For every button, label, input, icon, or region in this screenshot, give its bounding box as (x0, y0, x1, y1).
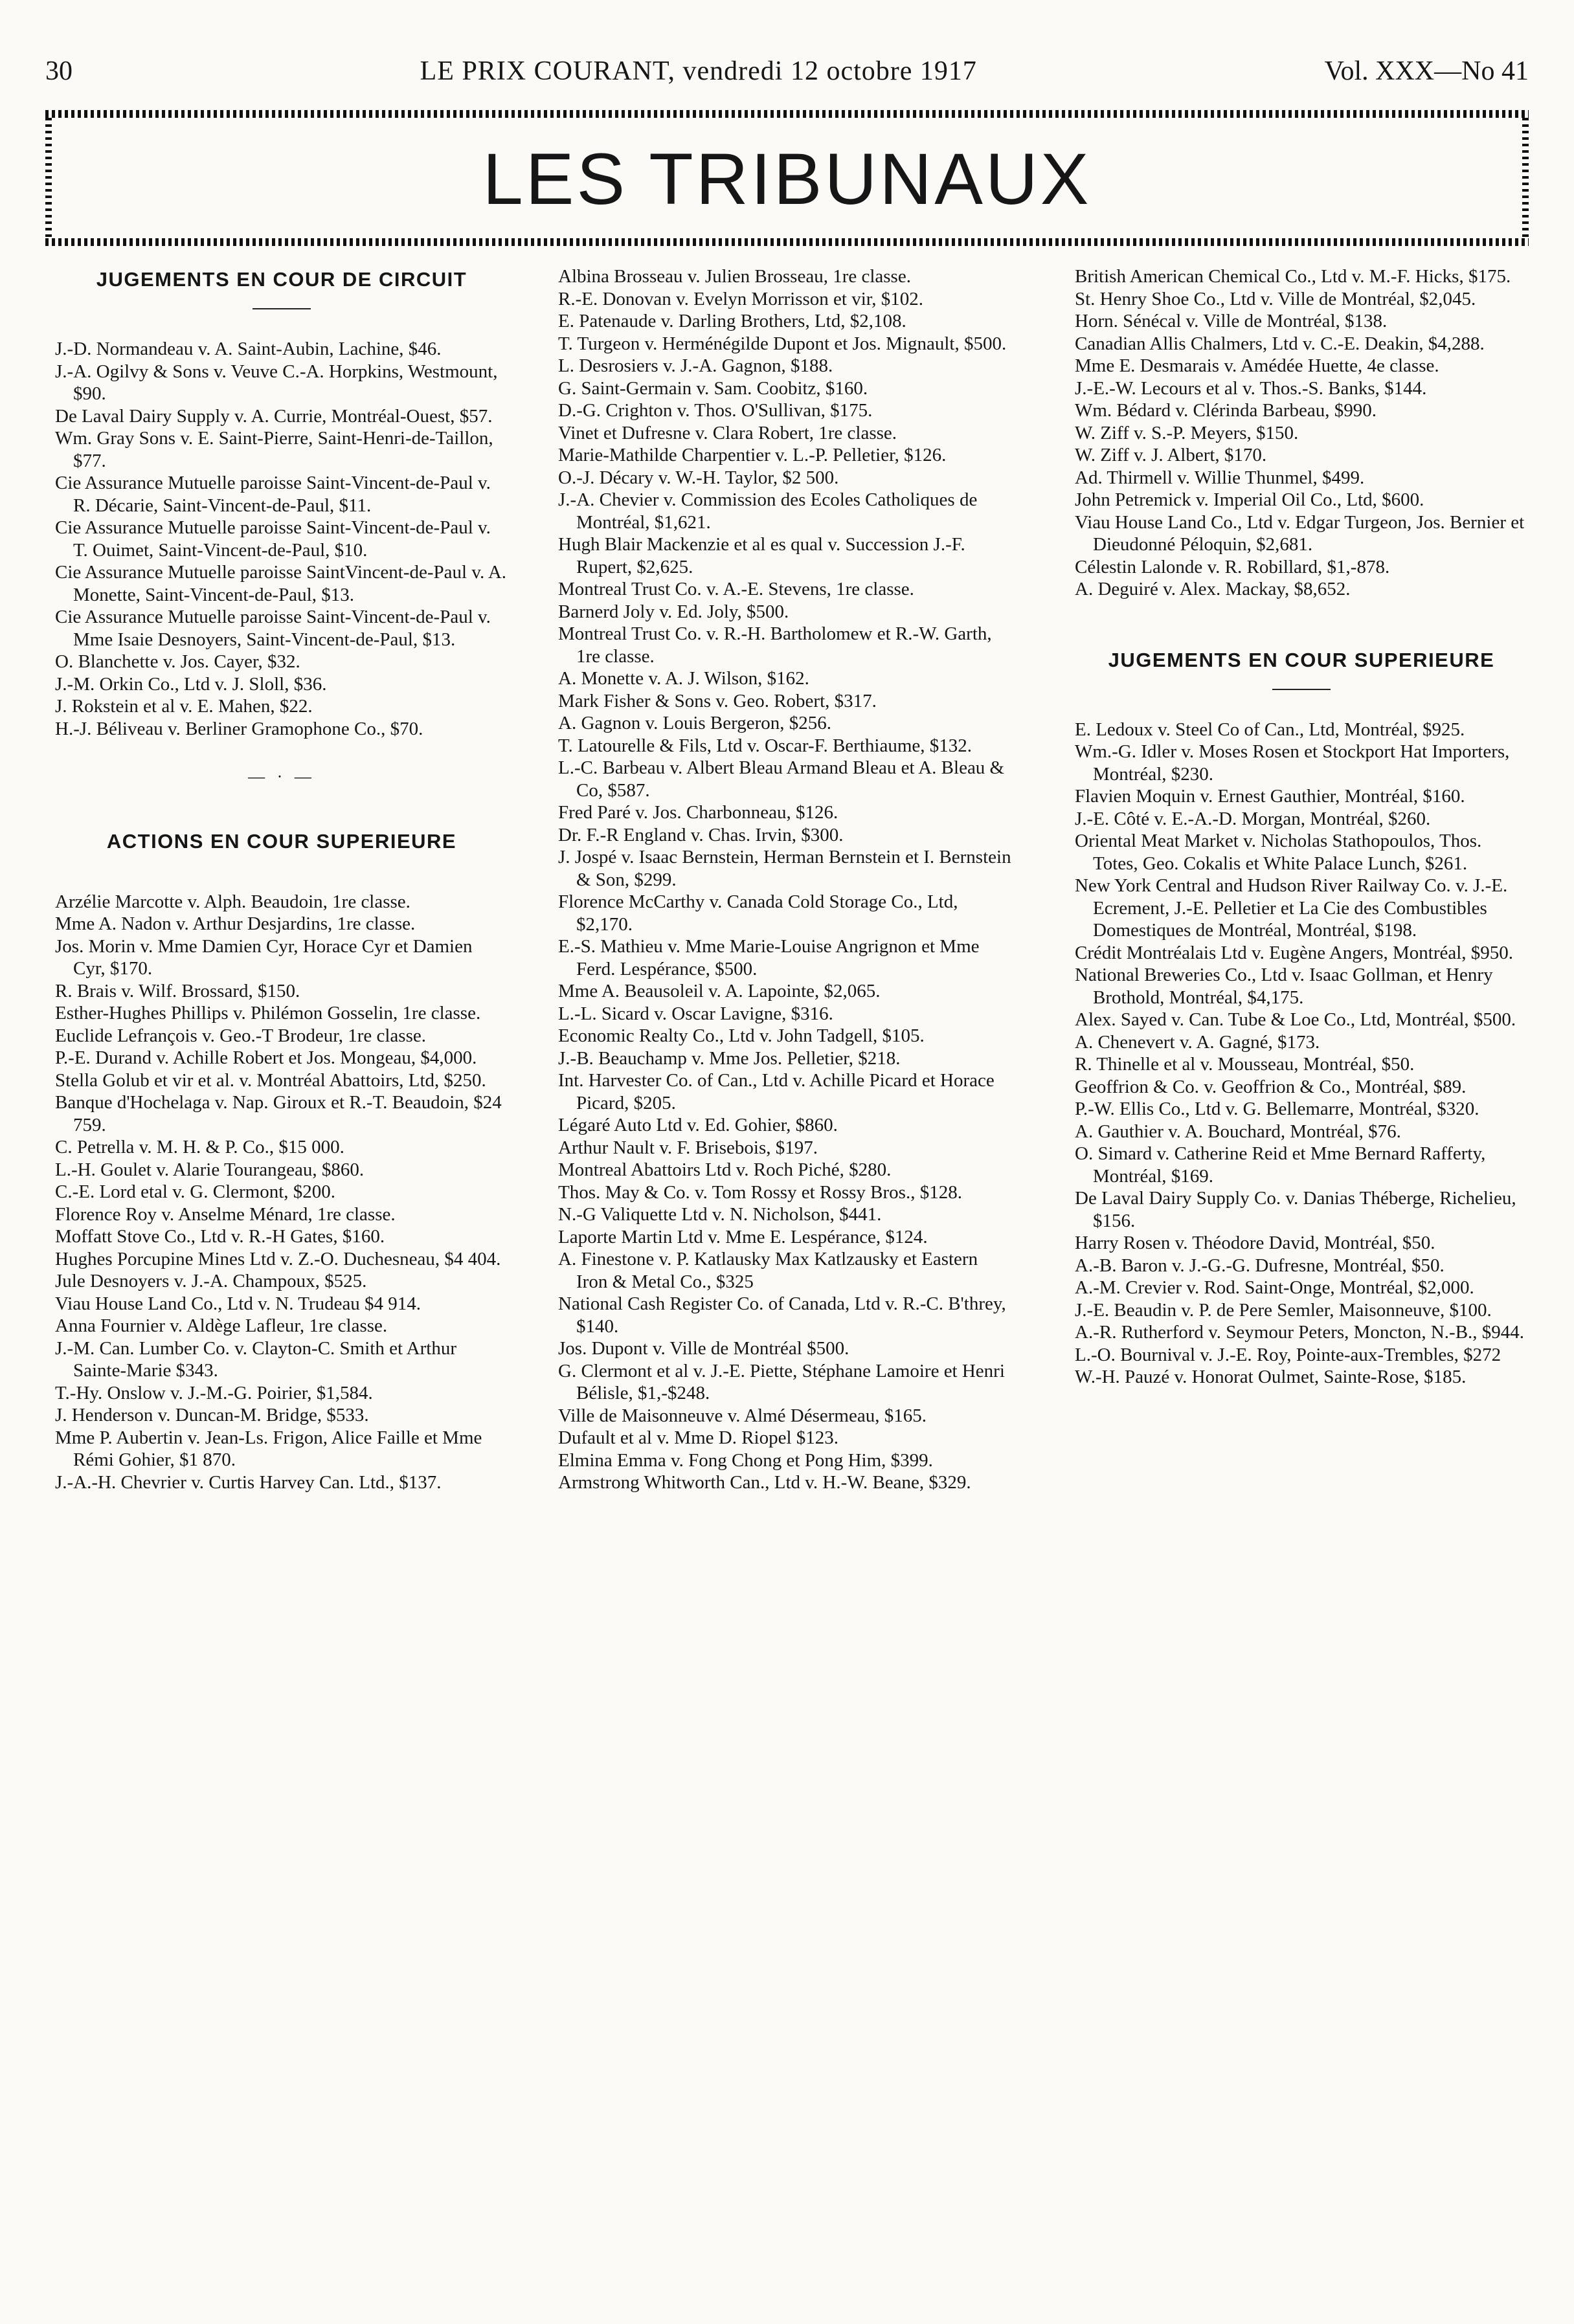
case-entry: Cie Assurance Mutuelle paroisse SaintVincent-de-Paul v. A. Monette, Saint-Vincent-de-Paul, $13. (55, 562, 507, 605)
case-entry: Florence McCarthy v. Canada Cold Storage Co., Ltd, $2,170. (558, 891, 958, 935)
case-entry: Mme P. Aubertin v. Jean-Ls. Frigon, Alice Faille et Mme Rémi Gohier, $1 870. (55, 1427, 482, 1470)
case-entry: P.-W. Ellis Co., Ltd v. G. Bellemarre, Montréal, $320. (1075, 1099, 1479, 1119)
case-entry: J.-A. Chevier v. Commission des Ecoles Catholiques de Montréal, $1,621. (558, 489, 978, 533)
case-entry: Crédit Montréalais Ltd v. Eugène Angers, Montréal, $950. (1075, 942, 1514, 963)
running-header (45, 52, 1529, 91)
case-entry: L.-L. Sicard v. Oscar Lavigne, $316. (558, 1003, 833, 1024)
case-entry: Jos. Dupont v. Ville de Montréal $500. (558, 1338, 849, 1359)
publication-title: LE PRIX COURANT, vendredi 12 octobre 1917 (420, 56, 977, 86)
case-entry: P.-E. Durand v. Achille Robert et Jos. Mongeau, $4,000. (55, 1047, 477, 1068)
case-entry: John Petremick v. Imperial Oil Co., Ltd, $600. (1075, 489, 1424, 510)
case-entry: R. Brais v. Wilf. Brossard, $150. (55, 980, 300, 1001)
case-entry: Canadian Allis Chalmers, Ltd v. C.-E. Deakin, $4,288. (1075, 333, 1485, 354)
case-entry: E.-S. Mathieu v. Mme Marie-Louise Angrignon et Mme Ferd. Lespérance, $500. (558, 936, 980, 979)
case-entry: C. Petrella v. M. H. & P. Co., $15 000. (55, 1137, 344, 1157)
case-entry: J. Henderson v. Duncan-M. Bridge, $533. (55, 1405, 369, 1425)
volume-number: Vol. XXX—No 41 (1324, 56, 1529, 86)
case-entry: Anna Fournier v. Aldège Lafleur, 1re classe. (55, 1315, 388, 1336)
case-entry: Cie Assurance Mutuelle paroisse Saint-Vincent-de-Paul v. R. Décarie, Saint-Vincent-de-Paul, $11. (55, 473, 491, 516)
circuit-judgments-list (55, 338, 508, 740)
case-entry: Mme A. Beausoleil v. A. Lapointe, $2,065. (558, 981, 881, 1001)
case-entry: J.-E. Beaudin v. P. de Pere Semler, Maisonneuve, $100. (1075, 1299, 1492, 1321)
case-entry: H.-J. Béliveau v. Berliner Gramophone Co., $70. (55, 718, 423, 739)
ornamental-rule-bottom (45, 238, 1529, 246)
case-entry: Elmina Emma v. Fong Chong et Pong Him, $399. (558, 1449, 933, 1471)
case-entry: Moffatt Stove Co., Ltd v. R.-H Gates, $160. (55, 1226, 385, 1247)
case-entry: J.-A.-H. Chevrier v. Curtis Harvey Can. Ltd., $137. (55, 1471, 442, 1493)
case-entry: Euclide Lefrançois v. Geo.-T Brodeur, 1re classe. (55, 1025, 426, 1046)
case-entry: R. Thinelle et al v. Mousseau, Montréal, $50. (1075, 1054, 1415, 1075)
case-entry: A. Deguiré v. Alex. Mackay, $8,652. (1075, 579, 1351, 599)
case-entry: L. Desrosiers v. J.-A. Gagnon, $188. (558, 355, 833, 376)
case-entry: W.-H. Pauzé v. Honorat Oulmet, Sainte-Rose, $185. (1075, 1367, 1467, 1387)
case-entry: Armstrong Whitworth Can., Ltd v. H.-W. Beane, $329. (558, 1472, 971, 1493)
case-entry: G. Clermont et al v. J.-E. Piette, Stéphane Lamoire et Henri Bélisle, $1,-$248. (558, 1360, 1005, 1403)
case-entry: Wm. Bédard v. Clérinda Barbeau, $990. (1075, 400, 1377, 421)
case-entry: Dufault et al v. Mme D. Riopel $123. (558, 1427, 839, 1448)
case-entry: St. Henry Shoe Co., Ltd v. Ville de Montréal, $2,045. (1075, 288, 1476, 309)
section-separator: — · — (248, 767, 315, 786)
case-entry: Viau House Land Co., Ltd v. N. Trudeau $4 914. (55, 1293, 422, 1314)
case-entry: Wm. Gray Sons v. E. Saint-Pierre, Saint-Henri-de-Taillon, $77. (55, 428, 493, 471)
spacer (1075, 601, 1528, 646)
case-entry: Stella Golub et vir et al. v. Montréal Abattoirs, Ltd, $250. (55, 1069, 486, 1091)
case-entry: T.-Hy. Onslow v. J.-M.-G. Poirier, $1,584. (55, 1382, 373, 1403)
case-entry: J.-A. Ogilvy & Sons v. Veuve C.-A. Horpkins, Westmount, $90. (55, 361, 498, 404)
case-entry: J.-B. Beauchamp v. Mme Jos. Pelletier, $218. (558, 1047, 901, 1069)
page-number: 30 (45, 56, 73, 86)
case-entry: O. Simard v. Catherine Reid et Mme Bernard Rafferty, Montréal, $169. (1075, 1143, 1486, 1187)
case-entry: Wm.-G. Idler v. Moses Rosen et Stockport Hat Importers, Montréal, $230. (1075, 741, 1510, 785)
case-entry: Cie Assurance Mutuelle paroisse Saint-Vincent-de-Paul v. Mme Isaie Desnoyers, Saint-Vincent-de-Paul, $13. (55, 607, 491, 650)
case-entry: G. Saint-Germain v. Sam. Coobitz, $160. (558, 377, 868, 399)
case-entry: Montreal Trust Co. v. A.-E. Stevens, 1re classe. (558, 579, 914, 599)
case-entry: Mme E. Desmarais v. Amédée Huette, 4e classe. (1075, 355, 1439, 376)
case-entry: L.-H. Goulet v. Alarie Tourangeau, $860. (55, 1159, 365, 1180)
case-entry: A.-R. Rutherford v. Seymour Peters, Moncton, N.-B., $944. (1075, 1322, 1525, 1343)
case-entry: Célestin Lalonde v. R. Robillard, $1,-878. (1075, 556, 1390, 577)
case-entry: J.-E.-W. Lecours et al v. Thos.-S. Banks, $144. (1075, 377, 1427, 399)
case-entry: W. Ziff v. J. Albert, $170. (1075, 445, 1267, 465)
heading-rule (1272, 689, 1331, 690)
case-entry: Jule Desnoyers v. J.-A. Champoux, $525. (55, 1271, 367, 1291)
case-entry: A. Monette v. A. J. Wilson, $162. (558, 668, 809, 689)
case-entry: Vinet et Dufresne v. Clara Robert, 1re classe. (558, 422, 897, 443)
case-entry: A.-B. Baron v. J.-G.-G. Dufresne, Montréal, $50. (1075, 1255, 1445, 1276)
case-entry: Arzélie Marcotte v. Alph. Beaudoin, 1re classe. (55, 891, 410, 912)
case-entry: W. Ziff v. S.-P. Meyers, $150. (1075, 422, 1299, 443)
heading-superior-judgments: JUGEMENTS EN COUR SUPERIEURE (1108, 648, 1495, 671)
case-entry: Mme A. Nadon v. Arthur Desjardins, 1re classe. (55, 913, 416, 934)
case-entry: New York Central and Hudson River Railway Co. v. J.-E. Ecrement, J.-E. Pelletier et La Cie des Combustibles Domestiques de Montréal, Montréal, $198. (1075, 875, 1508, 941)
case-entry: J. Jospé v. Isaac Bernstein, Herman Bernstein et I. Bernstein & Son, $299. (558, 847, 1011, 890)
superior-actions-list (55, 891, 508, 1494)
case-entry: Ad. Thirmell v. Willie Thunmel, $499. (1075, 467, 1365, 488)
case-entry: Laporte Martin Ltd v. Mme E. Lespérance, $124. (558, 1226, 928, 1247)
case-entry: De Laval Dairy Supply v. A. Currie, Montréal-Ouest, $57. (55, 405, 493, 427)
case-entry: J.-D. Normandeau v. A. Saint-Aubin, Lachine, $46. (55, 339, 442, 359)
section-title: LES TRIBUNAUX (482, 139, 1092, 219)
case-entry: Hugh Blair Mackenzie et al es qual v. Succession J.-F. Rupert, $2,625. (558, 534, 965, 577)
case-entry: Thos. May & Co. v. Tom Rossy et Rossy Bros., $128. (558, 1181, 962, 1203)
case-entry: Dr. F.-R England v. Chas. Irvin, $300. (558, 824, 844, 845)
case-entry: A.-M. Crevier v. Rod. Saint-Onge, Montréal, $2,000. (1075, 1277, 1474, 1298)
case-entry: Ville de Maisonneuve v. Almé Désermeau, $165. (558, 1405, 927, 1426)
case-entry: Fred Paré v. Jos. Charbonneau, $126. (558, 802, 838, 823)
case-entry: E. Patenaude v. Darling Brothers, Ltd, $2,108. (558, 311, 906, 331)
case-entry: Viau House Land Co., Ltd v. Edgar Turgeon, Jos. Bernier et Dieudonné Péloquin, $2,681. (1075, 511, 1525, 555)
case-entry: Montreal Trust Co. v. R.-H. Bartholomew et R.-W. Garth, 1re classe. (558, 623, 992, 667)
case-entry: Marie-Mathilde Charpentier v. L.-P. Pelletier, $126. (558, 445, 947, 465)
case-entry: T. Turgeon v. Herménégilde Dupont et Jos. Mignault, $500. (558, 333, 1007, 354)
case-entry: D.-G. Crighton v. Thos. O'Sullivan, $175. (558, 400, 873, 421)
superior-actions-list-continued (558, 265, 1011, 1494)
case-entry: A. Gagnon v. Louis Bergeron, $256. (558, 713, 832, 733)
case-entry: Barnerd Joly v. Ed. Joly, $500. (558, 601, 789, 622)
spacer (55, 869, 508, 891)
case-entry: National Breweries Co., Ltd v. Isaac Gollman, et Henry Brothold, Montréal, $4,175. (1075, 965, 1493, 1008)
case-entry: J. Rokstein et al v. E. Mahen, $22. (55, 696, 313, 717)
case-entry: A. Chenevert v. A. Gagné, $173. (1075, 1031, 1320, 1053)
case-entry: Montreal Abattoirs Ltd v. Roch Piché, $280. (558, 1159, 892, 1180)
case-entry: Oriental Meat Market v. Nicholas Stathopoulos, Thos. Totes, Geo. Cokalis et White Palace Lunch, $261. (1075, 831, 1482, 874)
case-entry: T. Latourelle & Fils, Ltd v. Oscar-F. Berthiaume, $132. (558, 735, 972, 756)
case-entry: Int. Harvester Co. of Can., Ltd v. Achille Picard et Horace Picard, $205. (558, 1070, 995, 1113)
case-entry: Harry Rosen v. Théodore David, Montréal, $50. (1075, 1233, 1435, 1253)
heading-rule (253, 308, 311, 309)
case-entry: E. Ledoux v. Steel Co of Can., Ltd, Montréal, $925. (1075, 719, 1465, 740)
case-entry: Esther-Hughes Phillips v. Philémon Gosselin, 1re classe. (55, 1003, 481, 1023)
case-entry: Hughes Porcupine Mines Ltd v. Z.-O. Duchesneau, $4 404. (55, 1248, 501, 1269)
case-entry: N.-G Valiquette Ltd v. N. Nicholson, $441. (558, 1204, 882, 1225)
case-entry: J.-M. Orkin Co., Ltd v. J. Sloll, $36. (55, 673, 327, 695)
case-entry: C.-E. Lord etal v. G. Clermont, $200. (55, 1181, 336, 1202)
case-entry: L.-C. Barbeau v. Albert Bleau Armand Bleau et A. Bleau & Co, $587. (558, 757, 1005, 801)
case-entry: Alex. Sayed v. Can. Tube & Loe Co., Ltd, Montréal, $500. (1075, 1009, 1516, 1030)
column-middle (558, 265, 1011, 1494)
case-entry: Albina Brosseau v. Julien Brosseau, 1re classe. (558, 266, 911, 287)
case-entry: A. Gauthier v. A. Bouchard, Montréal, $76. (1075, 1121, 1401, 1142)
case-entry: A. Finestone v. P. Katlausky Max Katlzausky et Eastern Iron & Metal Co., $325 (558, 1249, 978, 1292)
heading-superior-actions: ACTIONS EN COUR SUPERIEURE (106, 829, 457, 853)
case-entry: J.-M. Can. Lumber Co. v. Clayton-C. Smith et Arthur Sainte-Marie $343. (55, 1337, 456, 1381)
case-entry: De Laval Dairy Supply Co. v. Danias Théberge, Richelieu, $156. (1075, 1188, 1516, 1231)
case-entry: Geoffrion & Co. v. Geoffrion & Co., Montréal, $89. (1075, 1076, 1467, 1097)
heading-circuit-judgments: JUGEMENTS EN COUR DE CIRCUIT (96, 268, 467, 291)
case-entry: L.-O. Bournival v. J.-E. Roy, Pointe-aux-Trembles, $272 (1075, 1344, 1501, 1365)
case-entry: Flavien Moquin v. Ernest Gauthier, Montréal, $160. (1075, 786, 1465, 807)
case-entry: Mark Fisher & Sons v. Geo. Robert, $317. (558, 690, 877, 711)
case-entry: Cie Assurance Mutuelle paroisse Saint-Vincent-de-Paul v. T. Ouimet, Saint-Vincent-de-Paul, $10. (55, 517, 491, 561)
case-entry: Arthur Nault v. F. Brisebois, $197. (558, 1137, 818, 1158)
case-entry: Légaré Auto Ltd v. Ed. Gohier, $860. (558, 1115, 838, 1135)
case-entry: British American Chemical Co., Ltd v. M.-F. Hicks, $175. (1075, 266, 1511, 287)
case-entry: Jos. Morin v. Mme Damien Cyr, Horace Cyr et Damien Cyr, $170. (55, 935, 473, 979)
case-entry: O. Blanchette v. Jos. Cayer, $32. (55, 651, 300, 672)
superior-actions-list-end (1075, 265, 1528, 601)
section-banner (45, 110, 1529, 246)
column-right (1075, 265, 1528, 1389)
case-entry: Horn. Sénécal v. Ville de Montréal, $138. (1075, 311, 1388, 331)
case-entry: Banque d'Hochelaga v. Nap. Giroux et R.-T. Beaudoin, $24 759. (55, 1092, 502, 1135)
ornamental-rule-top (45, 110, 1529, 118)
superior-judgments-list (1075, 719, 1528, 1389)
case-entry: R.-E. Donovan v. Evelyn Morrisson et vir, $102. (558, 288, 923, 309)
case-entry: Florence Roy v. Anselme Ménard, 1re classe. (55, 1203, 396, 1225)
case-entry: National Cash Register Co. of Canada, Ltd v. R.-C. B'threy, $140. (558, 1293, 1006, 1337)
case-entry: Economic Realty Co., Ltd v. John Tadgell, $105. (558, 1025, 925, 1046)
case-entry: J.-E. Côté v. E.-A.-D. Morgan, Montréal, $260. (1075, 808, 1431, 829)
case-entry: O.-J. Décary v. W.-H. Taylor, $2 500. (558, 467, 839, 488)
column-left (55, 265, 508, 1493)
